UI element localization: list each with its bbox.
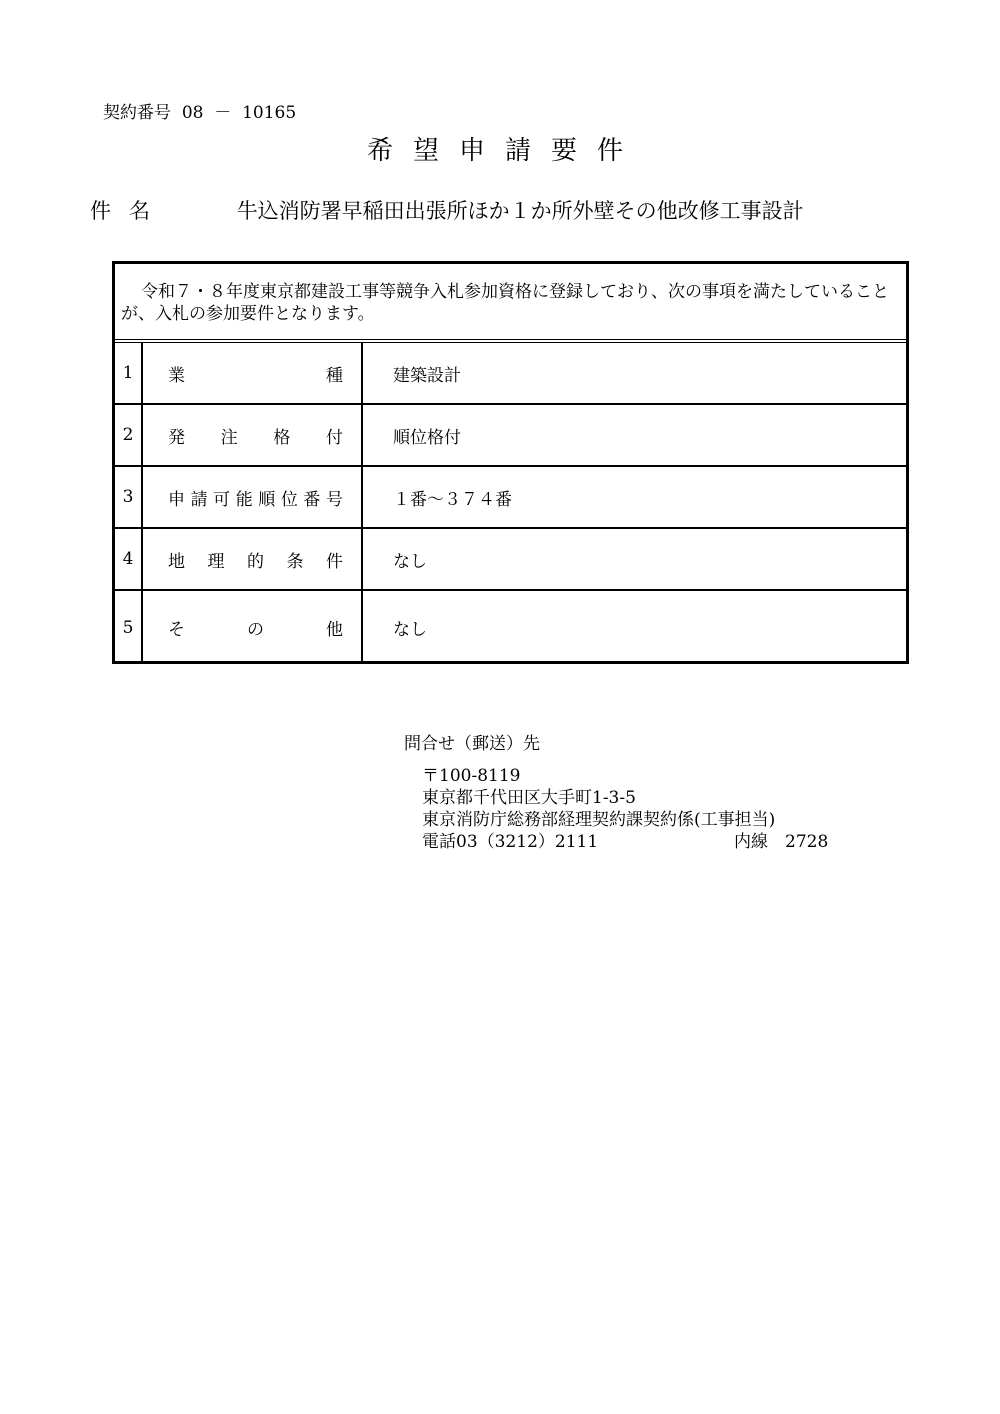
contact-phone: 電話03（3212）2111	[422, 832, 599, 852]
contact-heading: 問合せ（郵送）先	[404, 734, 540, 754]
contact-extension: 内線 2728	[734, 832, 829, 852]
row-number: 3	[115, 467, 143, 527]
row-item-text: 地理的条件	[168, 551, 343, 572]
document-title: 希望申請要件	[366, 136, 643, 166]
row-value: 建築設計	[393, 365, 461, 386]
contract-number-label: 契約番号	[103, 103, 171, 123]
contact-block	[404, 733, 828, 853]
row-value: なし	[393, 551, 427, 572]
contract-number-value: 10165	[242, 103, 297, 123]
table-row	[115, 591, 906, 664]
requirements-intro	[115, 264, 906, 343]
contact-postal: 〒100-8119	[422, 766, 521, 786]
row-value: 順位格付	[393, 427, 461, 448]
subject-line	[90, 195, 804, 225]
row-item-text: 申請可能順位番号	[168, 489, 343, 510]
contract-number-dash: －	[214, 103, 232, 123]
contract-number-line	[103, 98, 296, 123]
contact-department: 東京消防庁総務部経理契約課契約係(工事担当)	[422, 810, 776, 830]
subject-value: 牛込消防署早稲田出張所ほか１か所外壁その他改修工事設計	[236, 199, 804, 223]
subject-label: 件名	[90, 199, 168, 223]
row-number: 4	[115, 529, 143, 589]
row-item	[143, 529, 363, 589]
row-item-text: 業種	[168, 365, 343, 386]
contact-phone-line	[422, 831, 828, 853]
row-number: 2	[115, 405, 143, 465]
row-item	[143, 343, 363, 403]
row-value: なし	[393, 620, 427, 640]
table-row	[115, 343, 906, 405]
row-item-text: その他	[168, 620, 343, 640]
contact-details	[404, 765, 828, 853]
table-row	[115, 467, 906, 529]
row-number: 1	[115, 343, 143, 403]
table-row	[115, 405, 906, 467]
row-value: １番～３７４番	[393, 489, 512, 510]
row-item	[143, 405, 363, 465]
row-number: 5	[115, 591, 143, 664]
table-row	[115, 529, 906, 591]
row-item-text: 発注格付	[168, 427, 343, 448]
requirements-table	[112, 261, 909, 664]
row-item	[143, 467, 363, 527]
contact-address: 東京都千代田区大手町1-3-5	[422, 788, 636, 808]
contract-number-prefix: 08	[181, 103, 204, 123]
row-item	[143, 591, 363, 664]
requirements-intro-text: 令和７・８年度東京都建設工事等競争入札参加資格に登録しており、次の事項を満たしていることが、入札の参加要件となります。	[121, 282, 889, 324]
